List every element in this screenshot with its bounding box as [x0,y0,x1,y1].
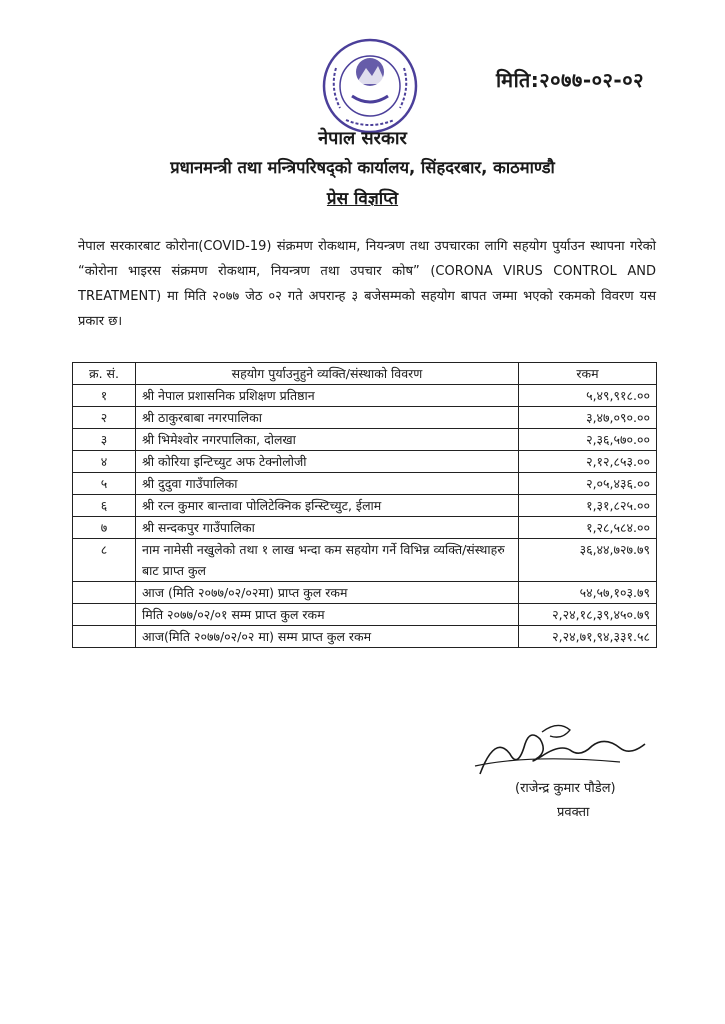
row-sn: ७ [73,517,136,539]
row-amount: २,१२,८५३.०० [519,451,657,473]
row-description: श्री कोरिया इन्टिच्युट अफ टेक्नोलोजी [136,451,519,473]
table-row [73,451,657,473]
office-name: प्रधानमन्त्री तथा मन्त्रिपरिषद्को कार्यालय, सिंहदरबार, काठमाण्डौ [170,158,555,177]
government-name: नेपाल सरकार [318,128,407,149]
table-row [73,539,657,582]
donation-table [72,362,657,648]
total-label: मिति २०७७/०२/०१ सम्म प्राप्त कुल रकम [136,604,519,626]
table-row [73,385,657,407]
row-amount: १,३१,८२५.०० [519,495,657,517]
handwritten-signature-icon [470,714,660,784]
row-description: श्री सन्दकपुर गाउँपालिका [136,517,519,539]
row-amount: १,२८,५८४.०० [519,517,657,539]
row-sn-empty [73,604,136,626]
total-row [73,626,657,648]
column-header-description: सहयोग पुर्याउनुहुने व्यक्ति/संस्थाको विवरण [136,363,519,385]
table-header-row [73,363,657,385]
table-row [73,429,657,451]
column-header-sn: क्र. सं. [73,363,136,385]
document-date: मिति:२०७७-०२-०२ [496,68,645,92]
row-amount: ५,४९,९१८.०० [519,385,657,407]
row-sn: ८ [73,539,136,582]
total-amount: २,२४,१८,३९,४५०.७९ [519,604,657,626]
row-sn: १ [73,385,136,407]
body-paragraph: नेपाल सरकारबाट कोरोना(COVID-19) संक्रमण रोकथाम, नियन्त्रण तथा उपचारका लागि सहयोग पुर्याउन स्थापना गरेको “कोरोना भाइरस संक्रमण रोकथाम, नियन्त्रण तथा उपचार कोष” (CORONA VIRUS CONTROL AND TREATMENT) मा मिति २०७७ जेठ ०२ गते अपरान्ह ३ बजेसम्मको सहयोग बापत जम्मा भएको रकमको विवरण यस प्रकार छ। [78,239,656,329]
signer-name: (राजेन्द्र कुमार पौडेल) [515,781,616,796]
row-sn-empty [73,582,136,604]
table-row [73,473,657,495]
row-amount: ३६,४४,७२७.७९ [519,539,657,582]
total-row [73,604,657,626]
total-label: आज(मिति २०७७/०२/०२ मा) सम्म प्राप्त कुल रकम [136,626,519,648]
total-amount: ५४,५७,१०३.७९ [519,582,657,604]
row-sn: ६ [73,495,136,517]
row-description: श्री ठाकुरबाबा नगरपालिका [136,407,519,429]
government-seal-icon [322,38,418,134]
table-row [73,407,657,429]
table-row [73,517,657,539]
row-amount: २,०५,४३६.०० [519,473,657,495]
row-description: श्री भिमेश्वोर नगरपालिका, दोलखा [136,429,519,451]
row-amount: २,३६,५७०.०० [519,429,657,451]
row-sn: २ [73,407,136,429]
row-description: श्री नेपाल प्रशासनिक प्रशिक्षण प्रतिष्ठान [136,385,519,407]
document-title: प्रेस विज्ञप्ति [326,189,399,209]
row-sn-empty [73,626,136,648]
row-sn: ३ [73,429,136,451]
total-label: आज (मिति २०७७/०२/०२मा) प्राप्त कुल रकम [136,582,519,604]
signer-role: प्रवक्ता [557,805,590,820]
table-row [73,495,657,517]
column-header-amount: रकम [519,363,657,385]
total-amount: २,२४,७१,९४,३३१.५८ [519,626,657,648]
row-description: नाम नामेसी नखुलेको तथा १ लाख भन्दा कम सहयोग गर्ने विभिन्न व्यक्ति/संस्थाहरु बाट प्राप्त कुल [136,539,519,582]
row-sn: ४ [73,451,136,473]
row-description: श्री रत्न कुमार बान्तावा पोलिटेक्निक इन्स्टिच्युट, ईलाम [136,495,519,517]
row-amount: ३,४७,०९०.०० [519,407,657,429]
total-row [73,582,657,604]
row-sn: ५ [73,473,136,495]
row-description: श्री दुदुवा गाउँपालिका [136,473,519,495]
